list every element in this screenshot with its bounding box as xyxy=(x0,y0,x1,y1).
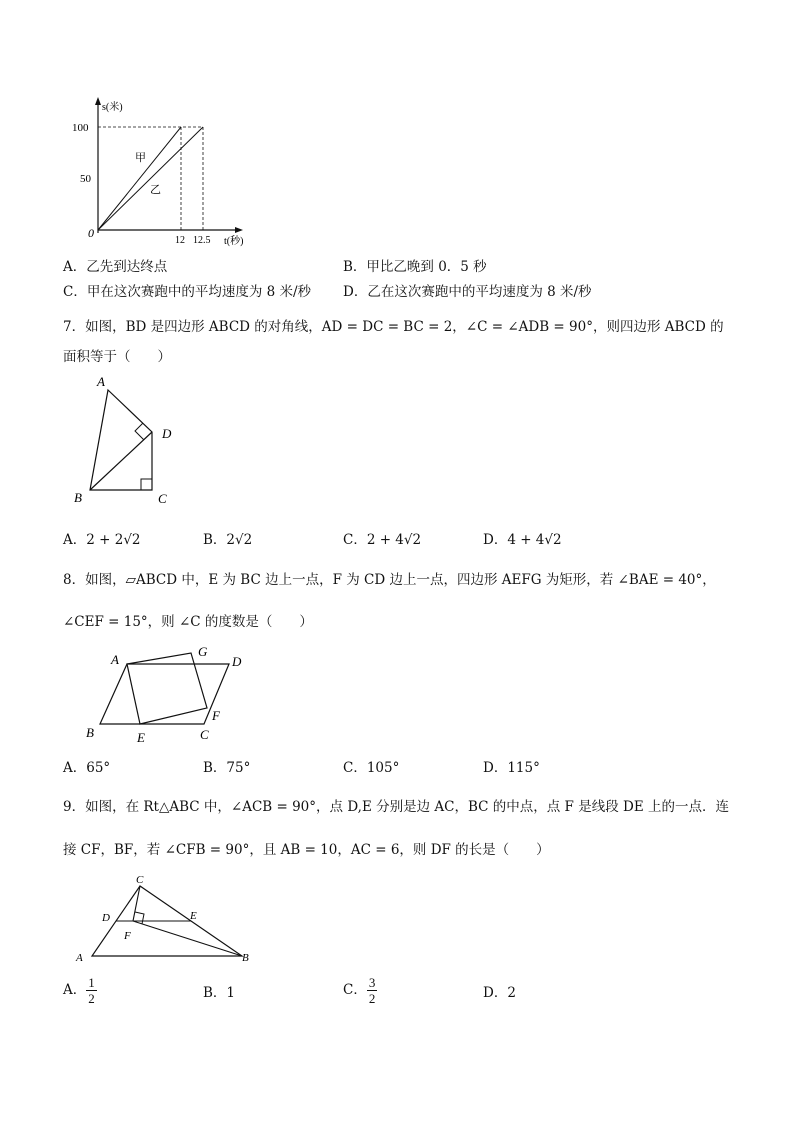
label-f: F xyxy=(212,708,220,723)
q7-question-line1: 7．如图，BD 是四边形 ABCD 的对角线，AD = DC = BC = 2，∠C = ∠ADB = 90°，则四边形 ABCD 的 xyxy=(63,319,724,335)
q7-option-b: B．2√2 xyxy=(203,532,253,548)
q7-question-line2: 面积等于（ ） xyxy=(63,349,171,365)
q8-option-b: B．75° xyxy=(203,760,251,776)
right-angle-c xyxy=(141,479,152,490)
q8-question-line2: ∠CEF = 15°，则 ∠C 的度数是（ ） xyxy=(63,614,313,630)
fraction-denominator: 2 xyxy=(88,991,95,1006)
line-yi-label: 乙 xyxy=(150,184,161,196)
parallelogram-abcd xyxy=(100,664,229,724)
q9-question-line2: 接 CF，BF，若 ∠CFB = 90°，且 AB = 10，AC = 6，则 DF 的长是（ ） xyxy=(63,842,550,858)
q9-option-c-fraction xyxy=(367,975,378,1006)
q6-option-c: C．甲在这次赛跑中的平均速度为 8 米/秒 xyxy=(63,284,312,300)
q7-option-d: D．4 + 4√2 xyxy=(483,532,562,548)
label-b: B xyxy=(74,490,82,505)
label-b: B xyxy=(242,952,249,964)
label-c: C xyxy=(158,491,167,506)
label-c: C xyxy=(200,727,209,742)
y-tick-100: 100 xyxy=(72,122,89,134)
q6-option-b: B．甲比乙晚到 0．5 秒 xyxy=(343,259,487,275)
x-tick-12: 12 xyxy=(175,235,185,246)
y-axis-arrow xyxy=(95,97,101,105)
q6-option-d: D．乙在这次赛跑中的平均速度为 8 米/秒 xyxy=(343,284,592,300)
q9-option-b: B．1 xyxy=(203,985,236,1001)
label-f: F xyxy=(124,930,131,942)
fraction-denominator: 2 xyxy=(368,991,376,1006)
q7-quadrilateral-figure xyxy=(70,372,190,507)
label-e: E xyxy=(190,910,197,922)
q9-option-c-prefix: C． xyxy=(343,982,367,998)
label-b: B xyxy=(86,725,94,740)
fraction-numerator: 3 xyxy=(368,975,376,990)
x-axis-label: t(秒) xyxy=(224,236,244,247)
q9-triangle-figure xyxy=(70,872,260,967)
q8-option-d: D．115° xyxy=(483,760,540,776)
label-g: G xyxy=(198,644,208,659)
y-tick-50: 50 xyxy=(80,173,91,185)
label-e: E xyxy=(137,730,145,745)
x-axis-arrow xyxy=(235,227,243,233)
fraction-numerator: 1 xyxy=(88,975,95,990)
q9-option-a-prefix: A． xyxy=(63,982,87,998)
q8-option-a: A．65° xyxy=(63,760,111,776)
q9-option-d: D．2 xyxy=(483,985,516,1001)
line-jia-label: 甲 xyxy=(135,152,146,164)
q8-option-c: C．105° xyxy=(343,760,400,776)
q8-parallelogram-figure xyxy=(80,642,260,747)
label-a: A xyxy=(97,374,105,389)
label-d: D xyxy=(232,654,242,669)
x-tick-12-5: 12.5 xyxy=(193,235,211,246)
q6-option-a: A．乙先到达终点 xyxy=(63,259,168,275)
label-c: C xyxy=(136,874,144,886)
q6-distance-time-graph xyxy=(72,95,255,250)
origin-label: 0 xyxy=(88,226,94,240)
q9-option-a-fraction xyxy=(86,975,97,1006)
label-d: D xyxy=(162,426,172,441)
label-a: A xyxy=(76,952,83,964)
line-yi xyxy=(98,127,203,230)
q9-question-line1: 9．如图，在 Rt△ABC 中，∠ACB = 90°，点 D,E 分别是边 AC，BC 的中点，点 F 是线段 DE 上的一点．连 xyxy=(63,799,729,815)
y-axis-label: s(米) xyxy=(102,102,123,113)
line-jia xyxy=(98,127,181,230)
q9-option-a xyxy=(63,975,97,1006)
q7-option-a: A．2 + 2√2 xyxy=(63,532,141,548)
q8-question-line1: 8．如图，▱ABCD 中，E 为 BC 边上一点，F 为 CD 边上一点，四边形 AEFG 为矩形，若 ∠BAE = 40°， xyxy=(63,572,716,588)
label-d: D xyxy=(102,912,110,924)
q9-option-c xyxy=(343,975,377,1006)
label-a: A xyxy=(111,652,119,667)
q7-option-c: C．2 + 4√2 xyxy=(343,532,422,548)
right-angle-d xyxy=(135,423,144,440)
segment-bf xyxy=(133,921,242,956)
